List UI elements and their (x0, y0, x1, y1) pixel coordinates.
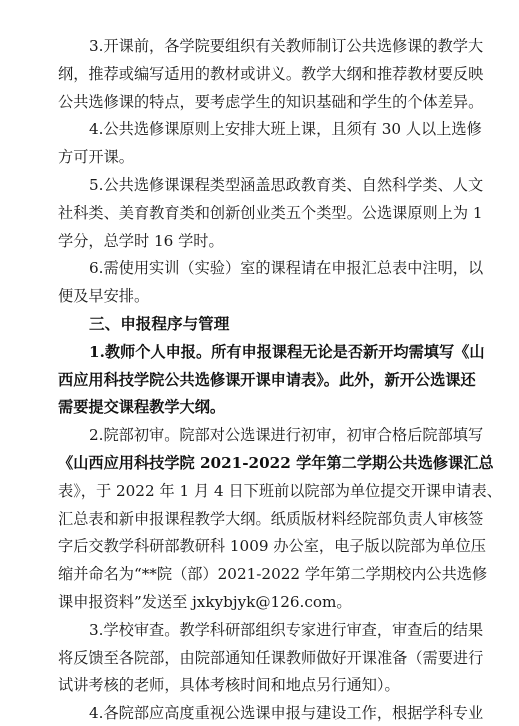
text-line: 字后交教学科研部教研科 1009 办公室，电子版以院部为单位压 (58, 537, 486, 556)
text-line: 方可开课。 (58, 148, 134, 167)
text-line: 将反馈至各院部，由院部通知任课教师做好开课准备（需要进行 (58, 648, 484, 667)
text-line: 《山西应用科技学院 2021-2022 学年第二学期公共选修课汇总 (58, 454, 494, 472)
text-line: 西应用科技学院公共选修课开课申请表》。此外，新开公选课还 (58, 370, 476, 389)
text-line: 4.公共选修课原则上安排大班上课，且须有 30 人以上选修 (89, 120, 482, 139)
text-line: 便及早安排。 (58, 287, 150, 306)
text-line: 汇总表和新申报课程教学大纲。纸质版材料经院部负责人审核签 (58, 509, 484, 528)
text-line: 3.学校审查。教学科研部组织专家进行审查，审查后的结果 (89, 620, 484, 639)
text-line: 学分，总学时 16 学时。 (58, 231, 224, 250)
text-line: 纲，推荐或编写适用的教材或讲义。教学大纲和推荐教材要反映 (58, 64, 484, 83)
text-line: 三、申报程序与管理 (89, 315, 230, 333)
text-line: 4.各院部应高度重视公选课申报与建设工作，根据学科专业 (89, 704, 484, 723)
text-line: 缩并命名为“**院（部）2021-2022 学年第二学期校内公共选修 (58, 565, 488, 584)
text-line: 课申报资料”发送至 jxkybjyk@126.com。 (58, 593, 352, 611)
text-line: 2.院部初审。院部对公选课进行初审，初审合格后院部填写 (89, 426, 484, 445)
text-line: 表》，于 2022 年 1 月 4 日下班前以院部为单位提交开课申请表、 (58, 481, 502, 500)
text-line: 试讲考核的老师，具体考核时间和地点另行通知）。 (58, 676, 400, 695)
text-line: 公共选修课的特点，要考虑学生的知识基础和学生的个体差异。 (58, 92, 484, 111)
text-line: 需要提交课程教学大纲。 (58, 398, 226, 417)
text-line: 社科类、美育教育类和创新创业类五个类型。公选课原则上为 1 (58, 203, 483, 222)
text-line: 5.公共选修课课程类型涵盖思政教育类、自然科学类、人文 (89, 176, 484, 194)
text-line: 6.需使用实训（实验）室的课程请在申报汇总表中注明，以 (89, 259, 484, 278)
text-line: 1.教师个人申报。所有申报课程无论是否新开均需填写《山 (89, 342, 485, 361)
text-line: 3.开课前，各学院要组织有关教师制订公共选修课的教学大 (89, 37, 484, 55)
